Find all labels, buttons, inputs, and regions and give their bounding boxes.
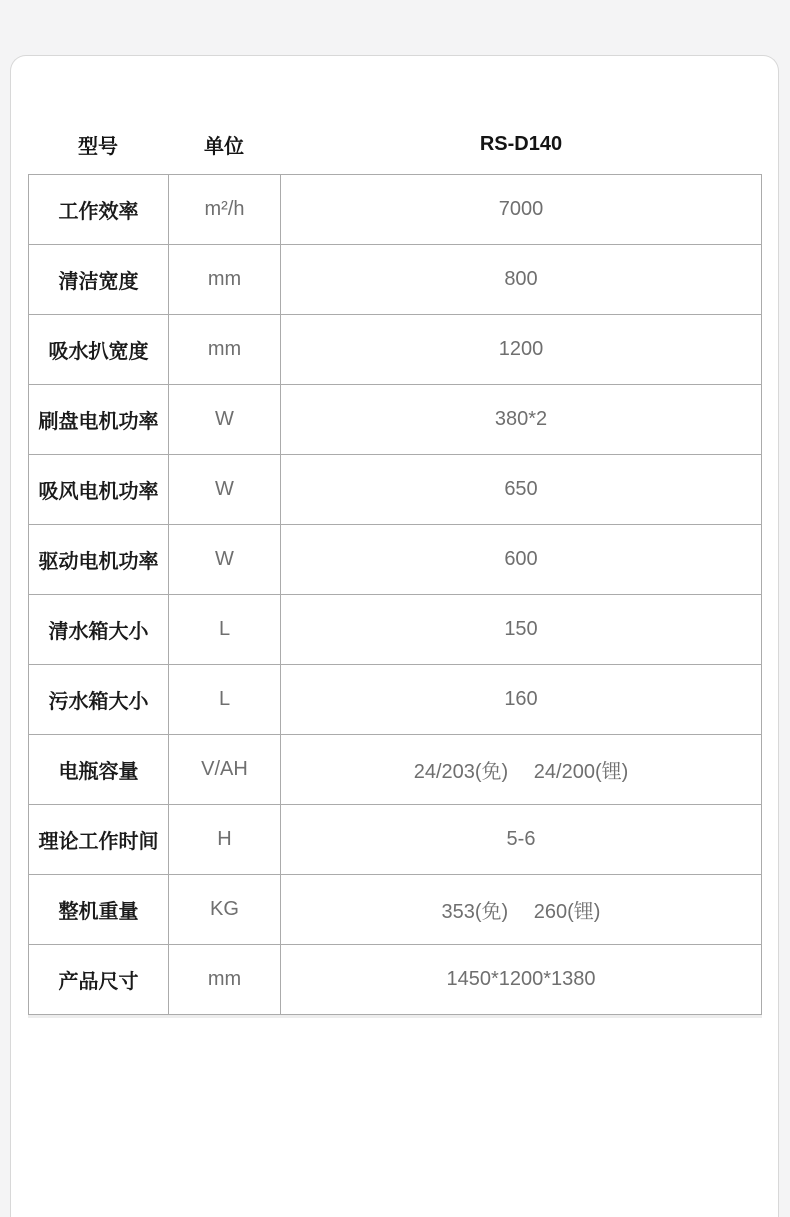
table-row [29, 385, 762, 455]
cell-label: 整机重量 [29, 875, 169, 945]
cell-unit: m²/h [169, 175, 281, 245]
table-row [29, 455, 762, 525]
cell-value: 5-6 [281, 805, 762, 875]
table-row [29, 595, 762, 665]
table-row [29, 735, 762, 805]
cell-label: 清洁宽度 [29, 245, 169, 315]
cell-label: 吸风电机功率 [29, 455, 169, 525]
cell-value: 7000 [281, 175, 762, 245]
cell-unit: V/AH [169, 735, 281, 805]
spec-table-body [29, 175, 762, 1015]
cell-unit: W [169, 455, 281, 525]
cell-label: 污水箱大小 [29, 665, 169, 735]
spec-header-row [28, 56, 762, 174]
cell-value: 380*2 [281, 385, 762, 455]
cell-unit: W [169, 385, 281, 455]
cell-label: 驱动电机功率 [29, 525, 169, 595]
table-row [29, 875, 762, 945]
cell-label: 电瓶容量 [29, 735, 169, 805]
cell-unit: mm [169, 945, 281, 1015]
cell-label: 清水箱大小 [29, 595, 169, 665]
cell-unit: mm [169, 245, 281, 315]
cell-value: 600 [281, 525, 762, 595]
cell-label: 刷盘电机功率 [29, 385, 169, 455]
table-row [29, 245, 762, 315]
cell-value: 24/203(免) 24/200(锂) [281, 735, 762, 805]
cell-value: 353(免) 260(锂) [281, 875, 762, 945]
cell-unit: L [169, 665, 281, 735]
cell-unit: mm [169, 315, 281, 385]
cell-unit: L [169, 595, 281, 665]
cell-unit: W [169, 525, 281, 595]
table-row [29, 945, 762, 1015]
cell-value: 650 [281, 455, 762, 525]
table-row [29, 665, 762, 735]
spec-section [11, 56, 778, 1015]
cell-value: 1450*1200*1380 [281, 945, 762, 1015]
table-row [29, 315, 762, 385]
table-row [29, 805, 762, 875]
header-model-label: 型号 [78, 135, 118, 158]
cell-value: 1200 [281, 315, 762, 385]
cell-label: 产品尺寸 [29, 945, 169, 1015]
table-row [29, 175, 762, 245]
cell-value: 800 [281, 245, 762, 315]
header-model-value: RS-D140 [479, 132, 563, 155]
cell-label: 理论工作时间 [29, 805, 169, 875]
spec-card [10, 55, 779, 1217]
cell-label: 工作效率 [29, 175, 169, 245]
cell-value: 160 [281, 665, 762, 735]
cell-value: 150 [281, 595, 762, 665]
table-row [29, 525, 762, 595]
header-unit-label: 单位 [204, 135, 244, 158]
cell-unit: KG [169, 875, 281, 945]
cell-label: 吸水扒宽度 [29, 315, 169, 385]
cell-unit: H [169, 805, 281, 875]
spec-table [28, 174, 762, 1015]
